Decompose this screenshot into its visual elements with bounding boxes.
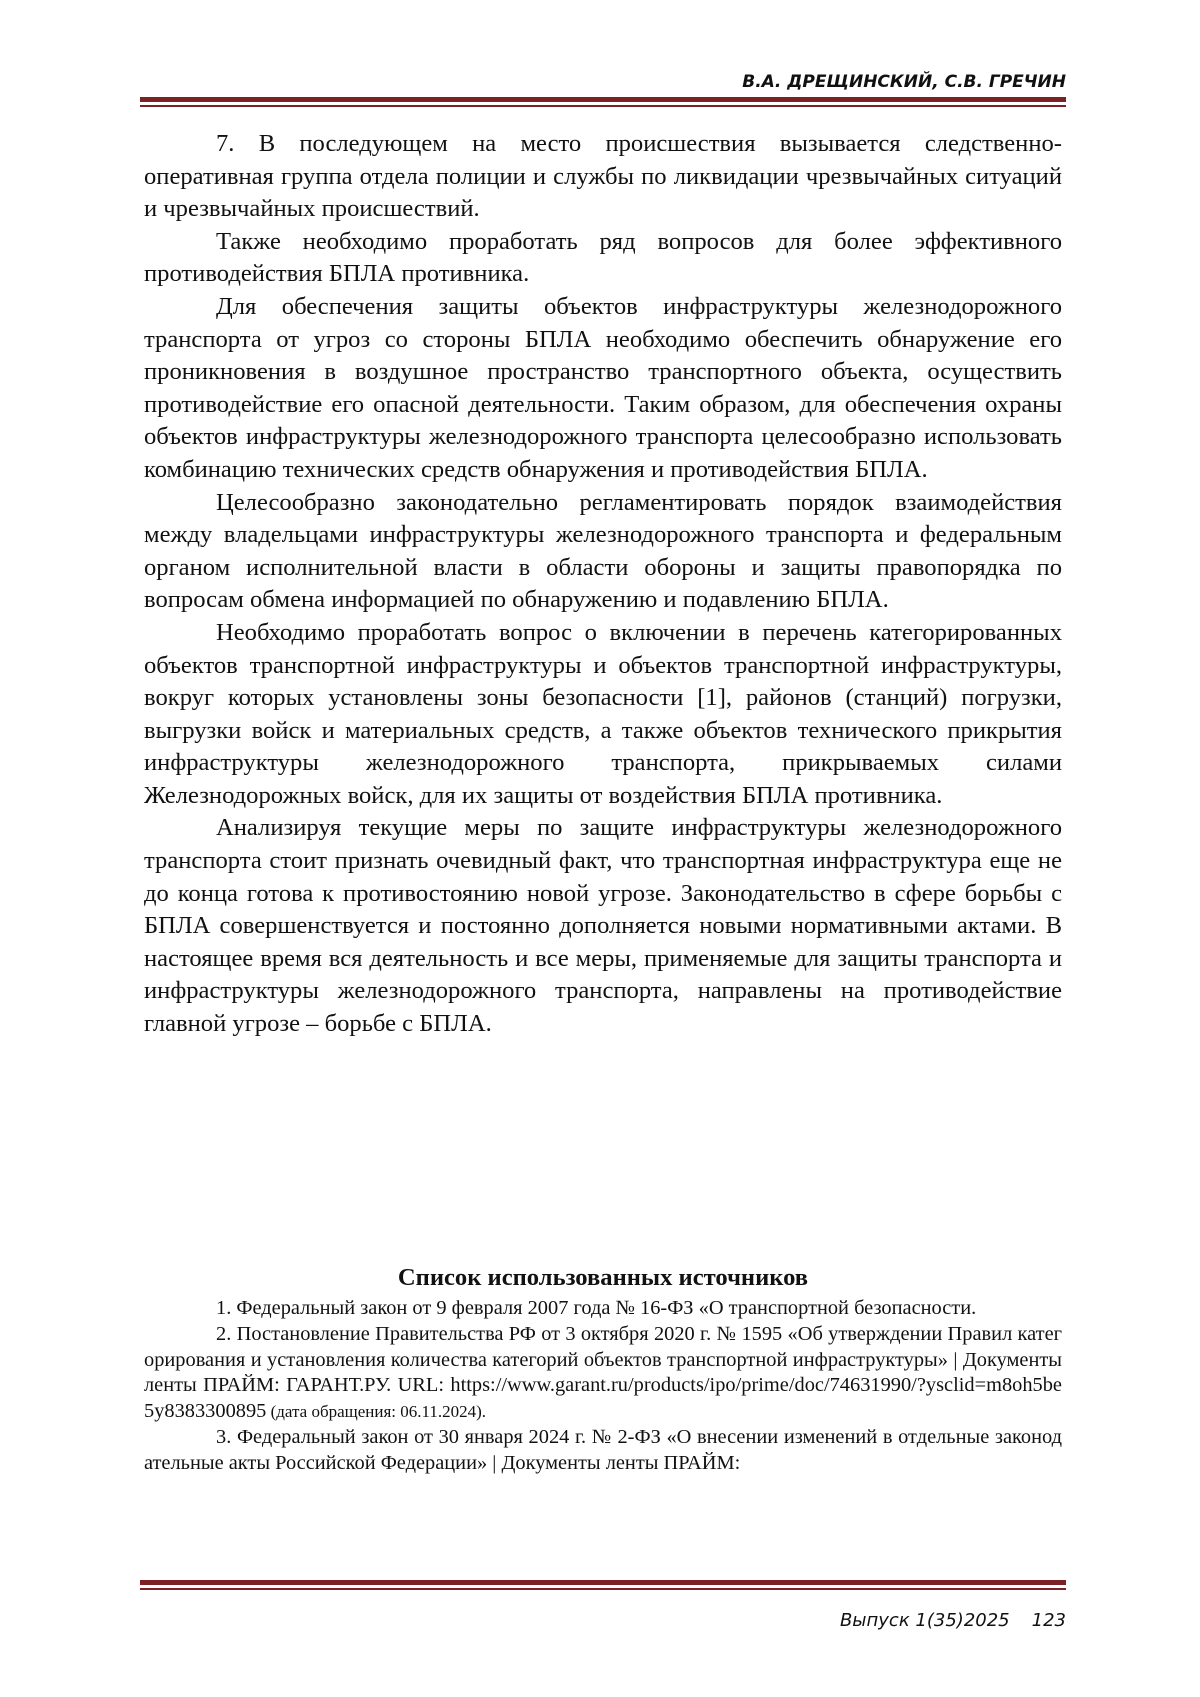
references-title: Список использованных источников <box>397 1264 809 1291</box>
reference-item <box>144 1296 1062 1322</box>
issue-label: Выпуск 1(35)2025 <box>839 1610 1010 1631</box>
paragraph: Для обеспечения защиты объектов инфраструктуры железнодорожного транспорта от угроз со стороны БПЛА необходимо обеспечить обнаружение его проникновения в воздушное пространство транспортного объекта, осуществить противодействие его опасной деятельности. Таким образом, для обеспечения охраны объектов инфраструктуры железнодорожного транспорта целесообразно использовать комбинацию технических средств обнаружения и противодействия БПЛА. <box>144 292 1062 483</box>
footer-rule-thin <box>140 1588 1066 1590</box>
paragraph: Анализируя текущие меры по защите инфраструктуры железнодорожного транспорта стоит признать очевидный факт, что транспортная инфраструктура еще не до конца готова к противостоянию новой угрозе. Законодательство в сфере борьбы с БПЛА совершенствуется и постоянно дополняется новыми нормативными актами. В настоящее время вся деятельность и все меры, применяемые для защиты транспорта и инфраструктуры железнодорожного транспорта, направлены на противодействие главной угрозе – борьбе с БПЛА. <box>144 814 1062 1038</box>
reference-text: 3. Федеральный закон от 30 января 2024 г. № 2-ФЗ «О внесении изменений в отдельные законодательные акты Российской Федерации» | Документы ленты ПРАЙМ: <box>144 1425 1062 1474</box>
footer-rule-thick <box>140 1580 1066 1585</box>
running-header-authors: В.А. ДРЕЩИНСКИЙ, С.В. ГРЕЧИН <box>742 72 1066 92</box>
article-body <box>144 128 1062 1041</box>
header-rule-thick <box>140 97 1066 102</box>
reference-item <box>144 1425 1062 1477</box>
reference-access-date: (дата обращения: 06.11.2024). <box>266 1402 487 1422</box>
page-footer <box>140 1610 1066 1631</box>
paragraph: Также необходимо проработать ряд вопросов для более эффективного противодействия БПЛА противника. <box>144 227 1062 288</box>
paragraph: Необходимо проработать вопрос о включении в перечень категорированных объектов транспортной инфраструктуры и объектов транспортной инфраструктуры, вокруг которых установлены зоны безопасности [1], районов (станций) погрузки, выгрузки войск и материальных средств, а также объектов технического прикрытия инфраструктуры железнодорожного транспорта, прикрываемых силами Железнодорожных войск, для их защиты от воздействия БПЛА противника. <box>144 618 1062 809</box>
paragraph: Целесообразно законодательно регламентировать порядок взаимодействия между владельцами инфраструктуры железнодорожного транспорта и федеральным органом исполнительной власти в области обороны и защиты правопорядка по вопросам обмена информацией по обнаружению и подавлению БПЛА. <box>144 488 1062 614</box>
reference-text: 2. Постановление Правительства РФ от 3 октября 2020 г. № 1595 «Об утверждении Правил категорирования и установления количества категорий объектов транспортной инфраструктуры» | Документы ленты ПРАЙМ: ГАРАНТ.РУ. URL: https://www.garant.ru/products/ipo/prime/doc/74631990/?ysclid=m8oh5be5y8383300895 <box>144 1322 1062 1423</box>
references-list <box>144 1296 1062 1477</box>
header-rule-thin <box>140 105 1066 107</box>
paragraph: 7. В последующем на место происшествия вызывается следственно-оперативная группа отдела полиции и службы по ликвидации чрезвычайных ситуаций и чрезвычайных происшествий. <box>144 130 1062 223</box>
reference-text: 1. Федеральный закон от 9 февраля 2007 года № 16-ФЗ «О транспортной безопасности. <box>216 1297 977 1319</box>
page-number: 123 <box>1031 1610 1066 1631</box>
reference-item <box>144 1322 1062 1425</box>
